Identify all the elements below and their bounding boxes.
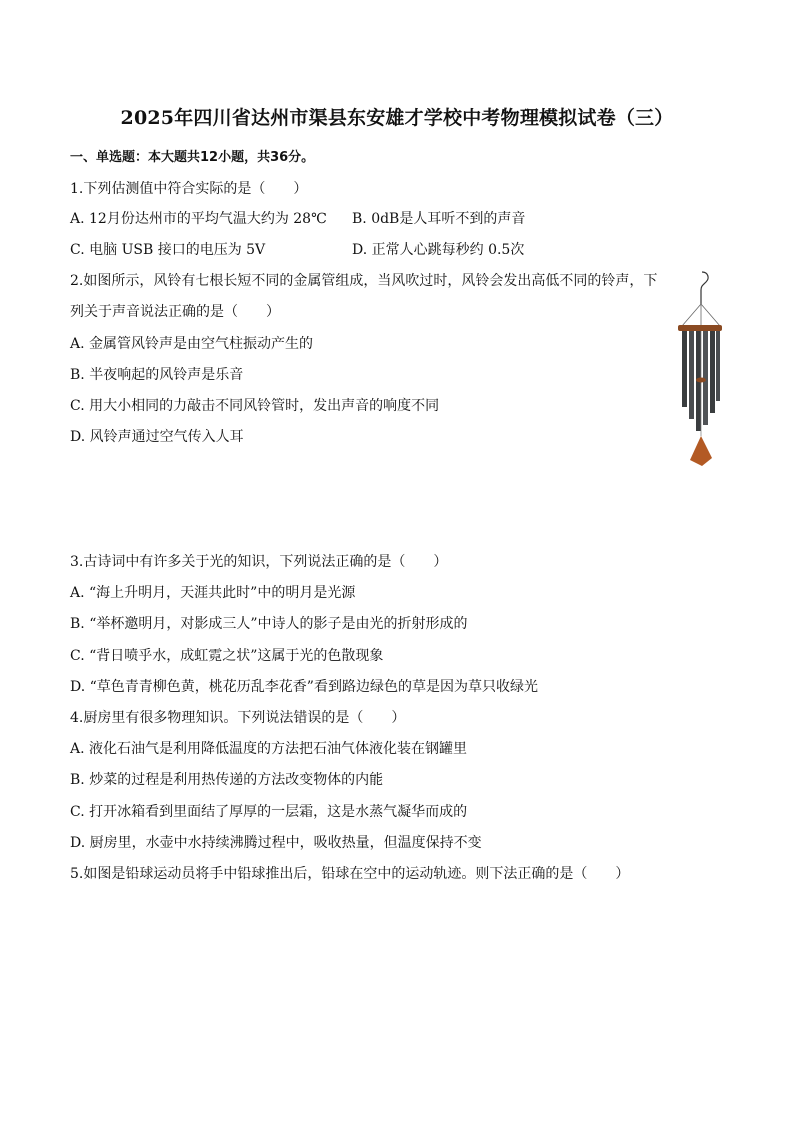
question-2-option-a: A. 金属管风铃声是由空气柱振动产生的 <box>70 336 314 352</box>
question-1-stem: 1.下列估测值中符合实际的是（ ） <box>70 181 308 197</box>
question-2-stem-line-1: 2.如图所示，风铃有七根长短不同的金属管组成，当风吹过时，风铃会发出高低不同的铃声，下 <box>70 273 658 289</box>
question-3-option-b: B. “举杯邀明月，对影成三人”中诗人的影子是由光的折射形成的 <box>70 616 468 632</box>
question-2-stem-line-2: 列关于声音说法正确的是（ ） <box>70 304 280 320</box>
question-4-option-b: B. 炒菜的过程是利用热传递的方法改变物体的内能 <box>70 772 384 788</box>
question-2-option-c: C. 用大小相同的力敲击不同风铃管时，发出声音的响度不同 <box>70 398 440 414</box>
question-1-option-a: A. 12月份达州市的平均气温大约为 28℃ <box>70 211 327 227</box>
question-4-option-a: A. 液化石油气是利用降低温度的方法把石油气体液化装在钢罐里 <box>70 741 468 757</box>
question-3-option-c: C. “背日喷乎水，成虹霓之状”这属于光的色散现象 <box>70 648 384 664</box>
question-1-option-b: B. 0dB是人耳听不到的声音 <box>352 211 526 227</box>
question-1-option-d: D. 正常人心跳每秒约 0.5次 <box>352 242 525 258</box>
question-2-option-d: D. 风铃声通过空气传入人耳 <box>70 429 244 445</box>
question-2-option-b: B. 半夜响起的风铃声是乐音 <box>70 367 244 383</box>
question-1-option-c: C. 电脑 USB 接口的电压为 5V <box>70 242 266 258</box>
chime-striker <box>696 378 706 383</box>
chime-pendant <box>690 436 712 466</box>
wind-chime-figure <box>672 270 728 470</box>
exam-title: 2025年四川省达州市渠县东安雄才学校中考物理模拟试卷（三） <box>120 107 674 129</box>
question-3-option-d: D. “草色青青柳色黄，桃花历乱李花香”看到路边绿色的草是因为草只收绿光 <box>70 679 538 695</box>
question-4-option-d: D. 厨房里，水壶中水持续沸腾过程中，吸收热量，但温度保持不变 <box>70 835 482 851</box>
chime-hook-icon <box>701 272 708 304</box>
question-3-option-a: A. “海上升明月，天涯共此时”中的明月是光源 <box>70 585 356 601</box>
section-heading: 一、单选题：本大题共12小题，共36分。 <box>70 150 315 165</box>
question-5-stem: 5.如图是铅球运动员将手中铅球推出后，铅球在空中的运动轨迹。则下法正确的是（ ） <box>70 866 630 882</box>
question-3-stem: 3.古诗词中有许多关于光的知识，下列说法正确的是（ ） <box>70 554 448 570</box>
question-4-stem: 4.厨房里有很多物理知识。下列说法错误的是（ ） <box>70 710 406 726</box>
chime-wood-top <box>678 325 722 331</box>
question-4-option-c: C. 打开冰箱看到里面结了厚厚的一层霜，这是水蒸气凝华而成的 <box>70 804 468 820</box>
